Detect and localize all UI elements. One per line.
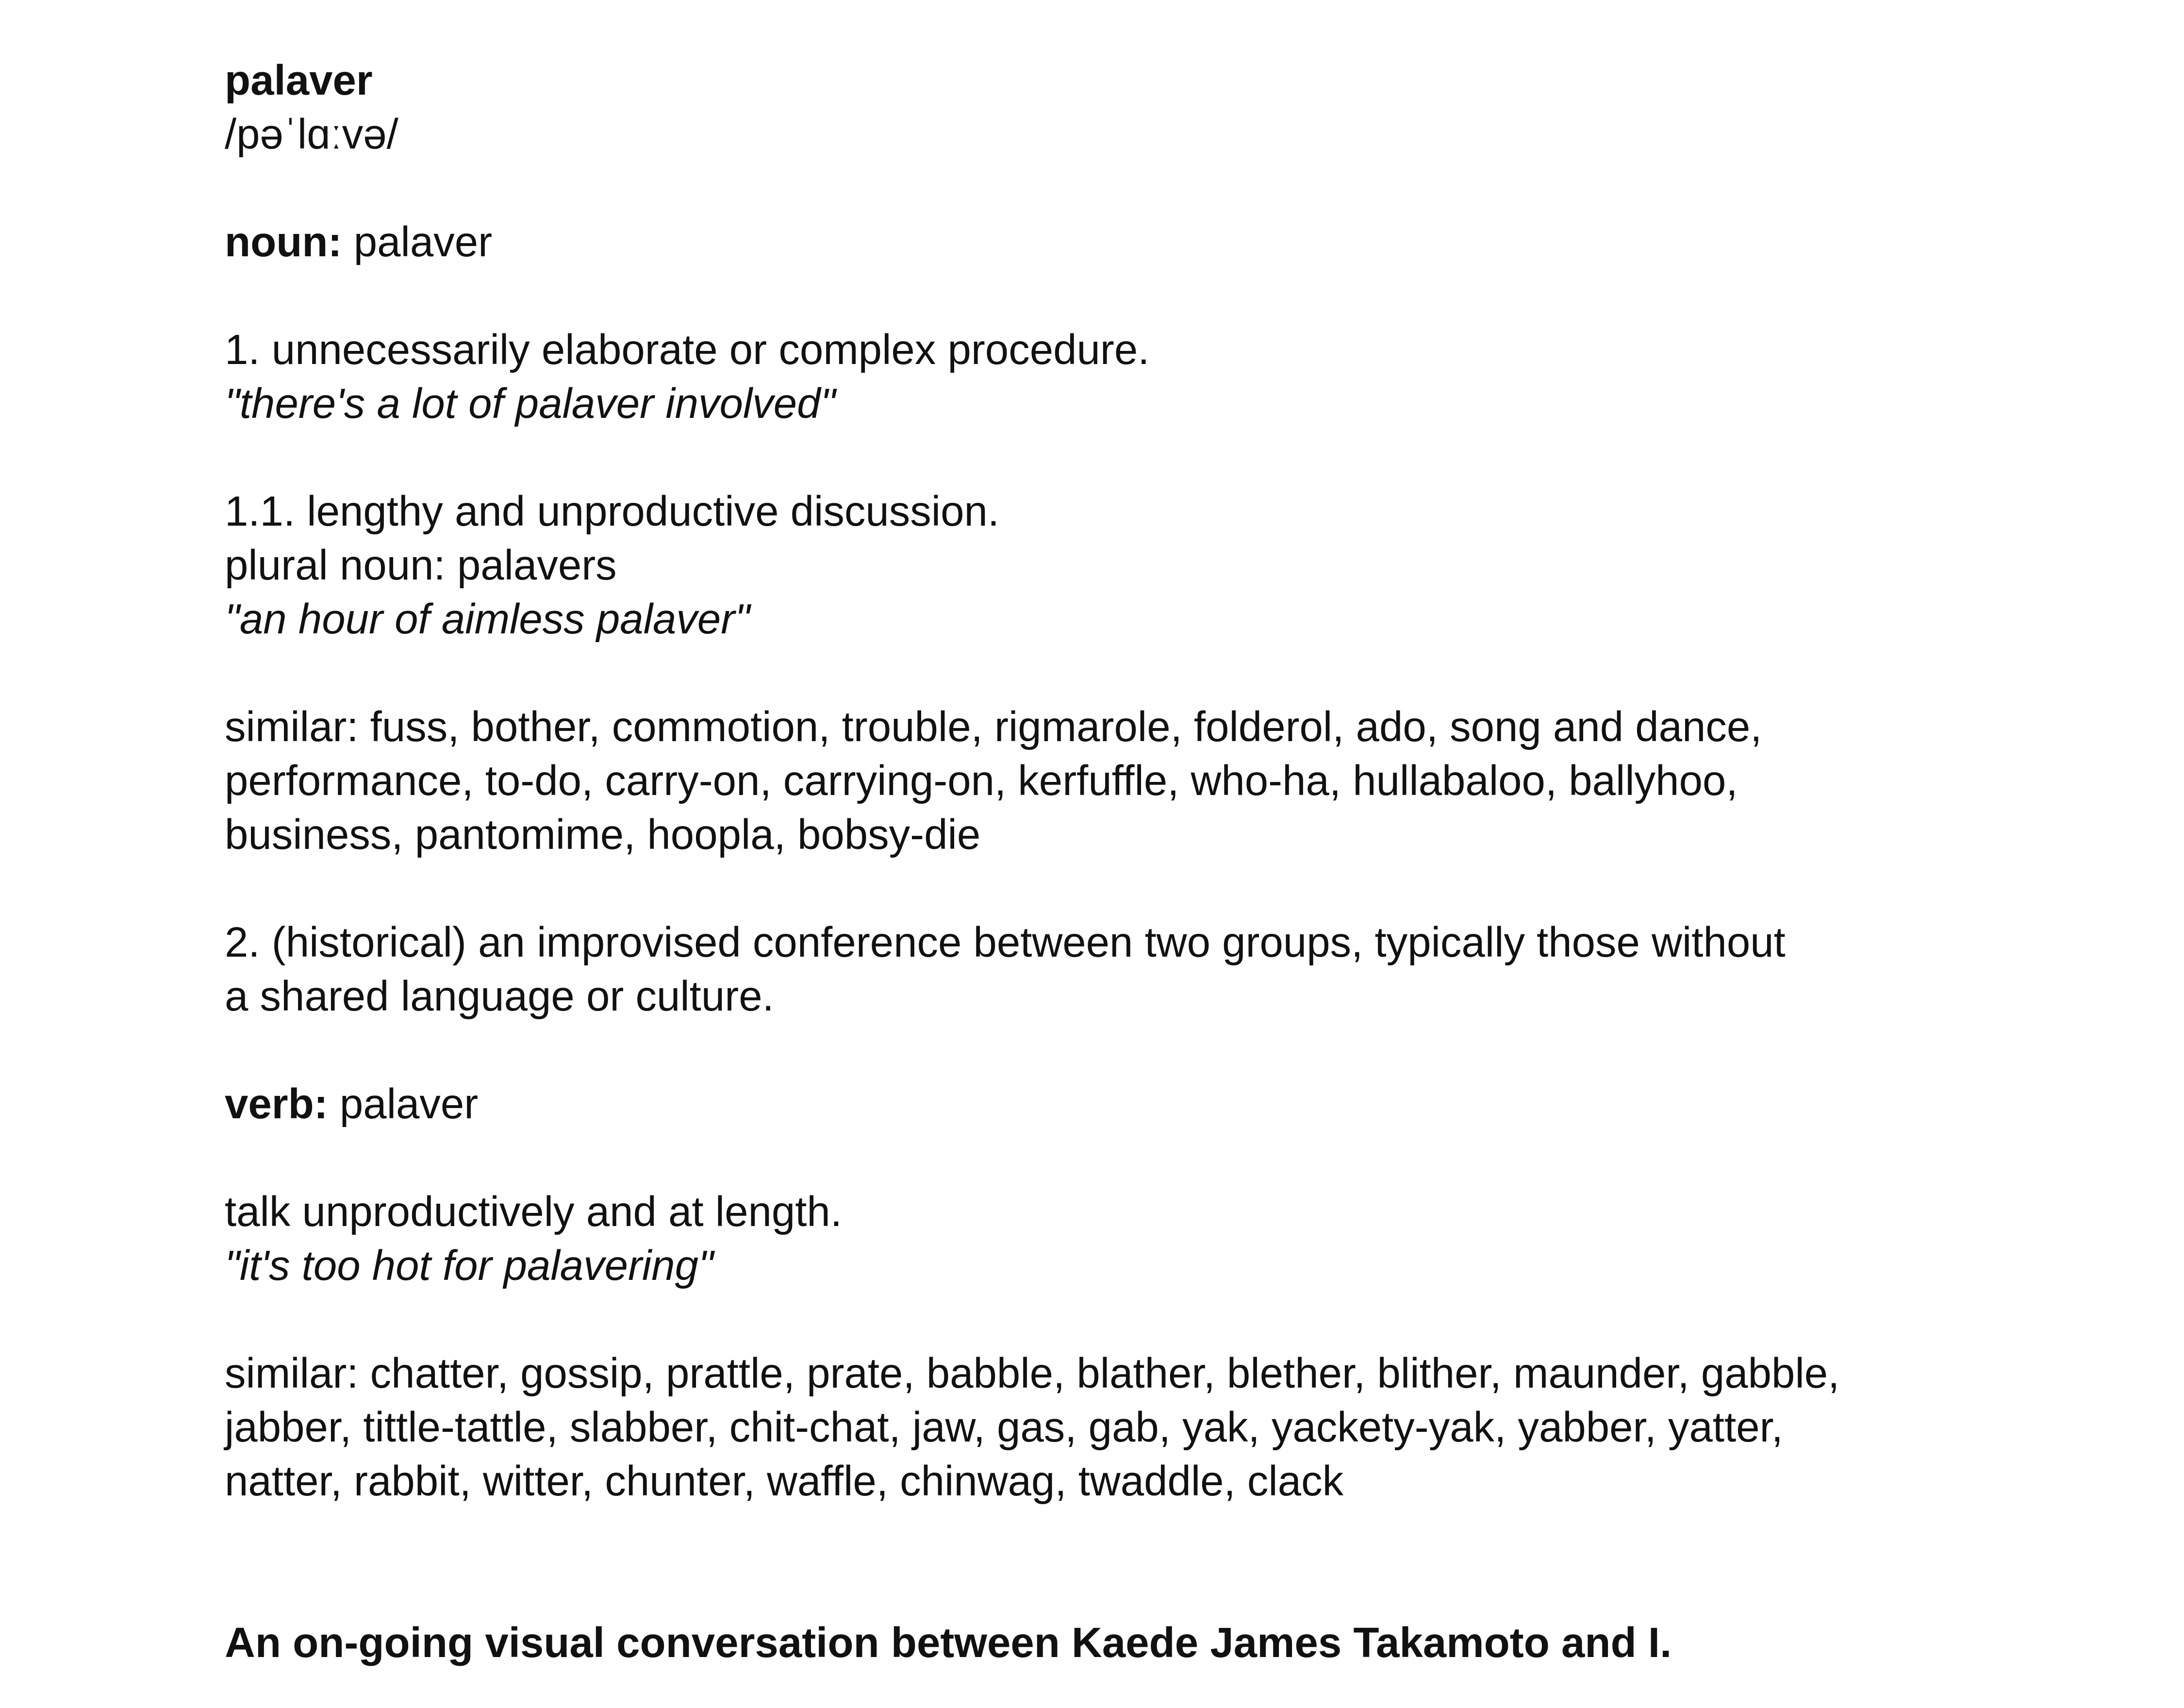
spacer [225,1023,2020,1077]
sense-1-example: "there's a lot of palaver involved" [225,380,836,427]
noun-word: palaver [353,218,493,265]
spacer [225,1293,2020,1346]
spacer [225,269,2020,323]
footer-credit: An on-going visual conversation between Kaede James Takamoto and I. [225,1619,1672,1666]
sense-2-line: 2. (historical) an improvised conference between two groups, typically those without [225,919,1786,966]
sense-1-1-definition: 1.1. lengthy and unproductive discussion. [225,488,1000,535]
dictionary-entry [225,53,2020,1670]
verb-similar-line: jabber, tittle-tattle, slabber, chit-chat, jaw, gas, gab, yak, yackety-yak, yabber, yatter, [225,1404,1783,1451]
verb-similar-line: similar: chatter, gossip, prattle, prate, babble, blather, blether, blither, maunder, gabble, [225,1350,1840,1397]
verb-definition: talk unproductively and at length. [225,1188,842,1235]
verb-similar-line: natter, rabbit, witter, chunter, waffle, chinwag, twaddle, clack [225,1458,1344,1505]
noun-similar-line: business, pantomime, hoopla, bobsy-die [225,811,981,858]
sense-2-line: a shared language or culture. [225,973,774,1020]
spacer [225,646,2020,700]
spacer [225,1508,2020,1616]
verb-label: verb: [225,1080,328,1128]
spacer [225,161,2020,215]
noun-similar-line: similar: fuss, bother, commotion, trouble, rigmarole, folderol, ado, song and dance, [225,703,1762,750]
sense-1-definition: 1. unnecessarily elaborate or complex procedure. [225,326,1150,373]
spacer [225,431,2020,484]
headword: palaver [225,57,373,104]
noun-similar-line: performance, to-do, carry-on, carrying-on, kerfuffle, who-ha, hullabaloo, ballyhoo, [225,757,1738,804]
sense-1-1-example: "an hour of aimless palaver" [225,596,750,643]
pronunciation: /pəˈlɑːvə/ [225,111,398,158]
verb-heading [225,1077,2020,1131]
spacer [225,1131,2020,1185]
sense-1-1-plural: plural noun: palavers [225,542,617,589]
noun-heading [225,215,2020,269]
verb-example: "it's too hot for palavering" [225,1242,713,1289]
noun-label: noun: [225,218,342,265]
spacer [225,862,2020,915]
verb-word: palaver [339,1080,479,1128]
